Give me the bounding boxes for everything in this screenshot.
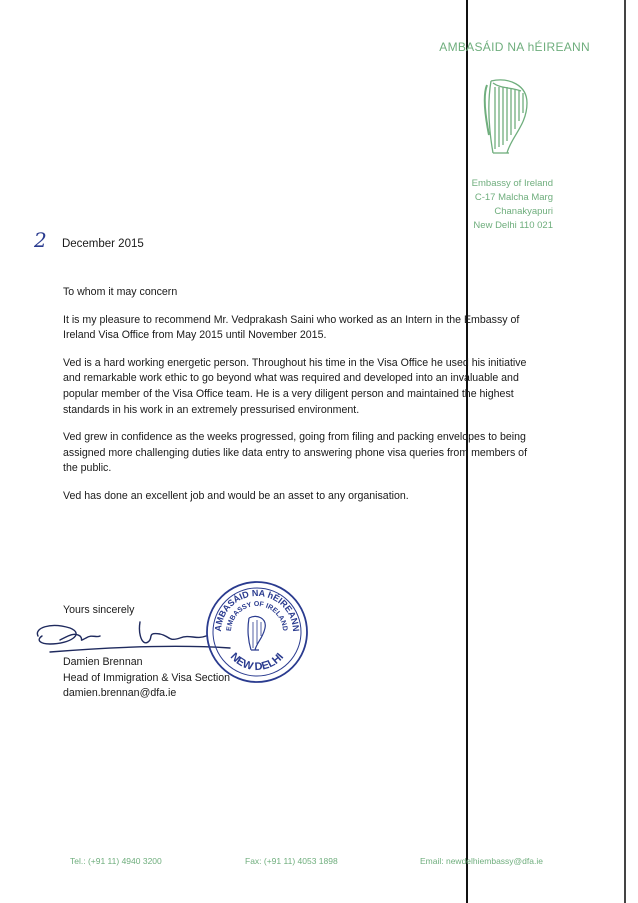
date-month-year: December 2015 xyxy=(61,238,144,250)
footer-telephone: Tel.: (+91 11) 4940 3200 xyxy=(70,856,162,866)
date-day-handwritten: 2 xyxy=(34,228,47,252)
signatory-block xyxy=(63,655,230,702)
signatory-name: Damien Brennan xyxy=(63,656,143,668)
footer-fax: Fax: (+91 11) 4053 1898 xyxy=(245,856,338,866)
letter-body xyxy=(63,285,533,517)
harp-emblem-icon xyxy=(481,75,533,157)
signatory-title: Head of Immigration & Visa Section xyxy=(63,671,231,684)
embassy-address xyxy=(440,177,553,233)
signatory-email: damien.brennan@dfa.ie xyxy=(63,687,177,700)
body-paragraph: Ved is a hard working energetic person. Throughout his time in the Visa Office he used his initiative and remarkable work ethic to go beyond what was required and developed into an invaluable and popular member of the Visa Office team. He is a very diligent person and maintained the highest standards in his work in an extremely pressurised environment. xyxy=(63,356,527,416)
stamp-text-top: AMBASÁID NA hÉIREANN xyxy=(212,587,302,632)
body-paragraph: Ved has done an excellent job and would be an asset to any organisation. xyxy=(63,489,409,502)
address-line: New Delhi 110 021 xyxy=(473,220,553,231)
stamp-text-bottom: NEW DELHI xyxy=(227,650,287,674)
letter-date xyxy=(34,228,144,252)
body-paragraph: It is my pleasure to recommend Mr. Vedprakash Saini who worked as an Intern in the Embassy of Ireland Visa Office from May 2015 until November 2015. xyxy=(63,313,520,342)
address-line: C-17 Malcha Marg xyxy=(474,192,553,203)
footer-email: Email: newdelhiembassy@dfa.ie xyxy=(420,856,543,866)
closing: Yours sincerely xyxy=(63,604,135,616)
address-line: Embassy of Ireland xyxy=(471,178,553,189)
stamp-text-mid: EMBASSY OF IRELAND xyxy=(225,600,289,632)
address-line: Chanakyapuri xyxy=(494,206,553,217)
salutation: To whom it may concern xyxy=(63,286,178,298)
body-paragraph: Ved grew in confidence as the weeks progressed, going from filing and packing envelopes to being assigned more challenging duties like data entry to answering phone visa queries from members of the public. xyxy=(63,431,528,475)
page-edge xyxy=(624,0,626,903)
letterhead-title: AMBASÁID NA hÉIREANN xyxy=(439,40,590,54)
